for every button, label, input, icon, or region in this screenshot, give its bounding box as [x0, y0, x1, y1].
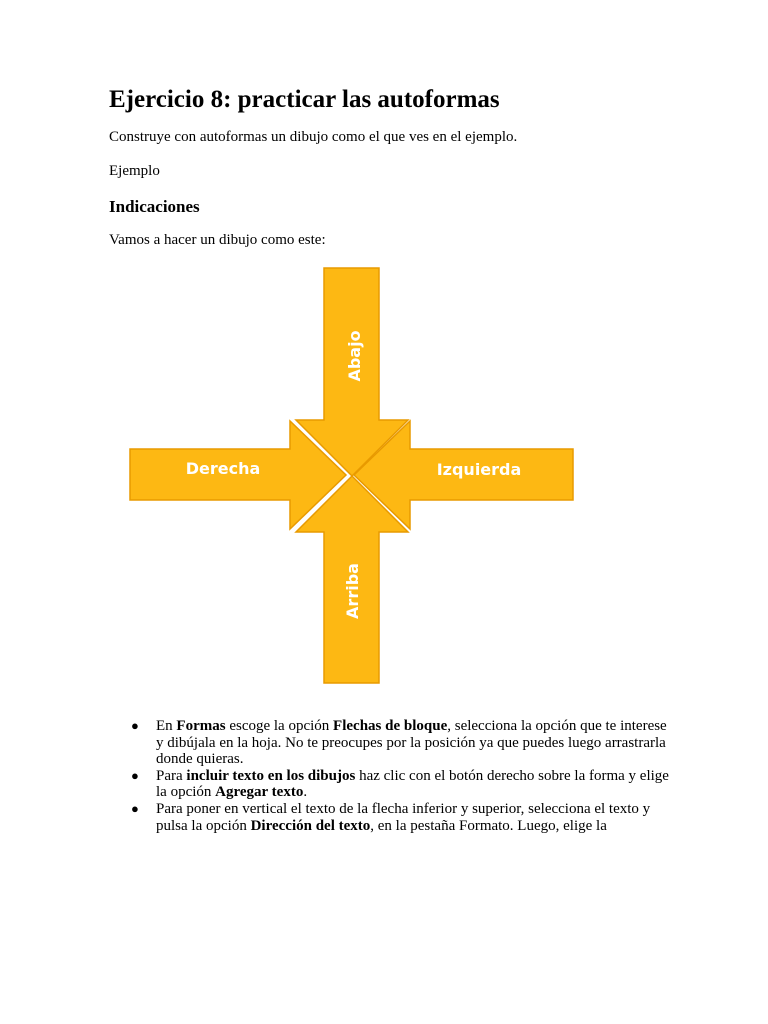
arrow-left-label: Izquierda	[436, 460, 522, 479]
bullet-icon: ●	[131, 767, 139, 783]
arrow-down-label: Abajo	[345, 330, 364, 382]
intro-text: Construye con autoformas un dibujo como el que ves en el ejemplo.	[109, 129, 518, 145]
list-item: ● Para poner en vertical el texto de la flecha inferior y superior, selecciona el texto y pulsa la opción Dirección del texto, en la pestaña Formato. Luego, elige la	[131, 800, 651, 834]
example-label: Ejemplo	[109, 163, 160, 179]
section-heading: Indicaciones	[109, 197, 200, 216]
arrow-up-label: Arriba	[343, 563, 362, 619]
bullet-icon: ●	[131, 718, 139, 733]
instructions-list	[130, 718, 670, 834]
bullet-icon: ●	[131, 800, 139, 816]
list-item: ● En Formas escoge la opción Flechas de bloque, selecciona la opción que te interese y dibújala en la hoja. No te preocupes por la posición ya que puedes luego arrastrarla donde quieras.	[131, 718, 667, 768]
arrow-right-label: Derecha	[185, 459, 261, 478]
list-item: ● Para incluir texto en los dibujos haz clic con el botón derecho sobre la forma y elige la opción Agregar texto.	[131, 767, 669, 801]
page-title: Ejercicio 8: practicar las autoformas	[109, 86, 500, 113]
lead-text: Vamos a hacer un dibujo como este:	[109, 232, 326, 248]
